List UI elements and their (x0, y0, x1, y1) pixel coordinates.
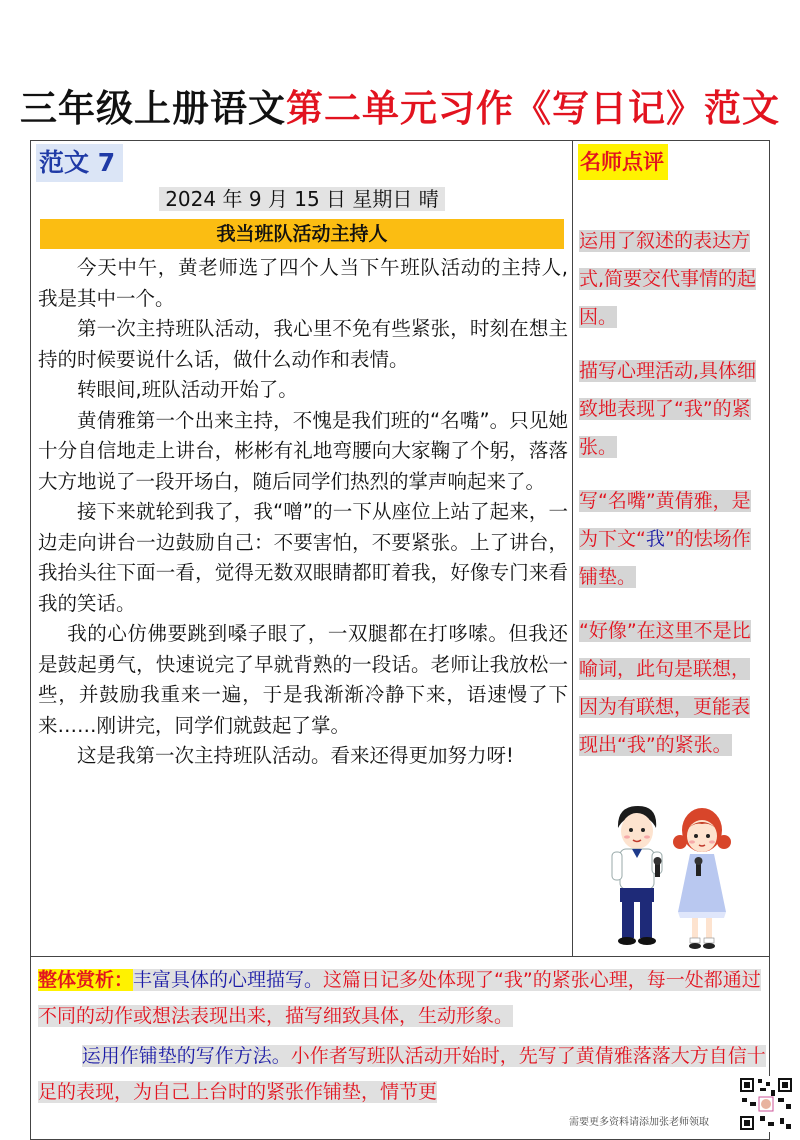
essay-heading: 我当班队活动主持人 (40, 219, 564, 249)
review-comment: 写“名嘴”黄倩雅，是为下文“我”的怯场作铺垫。 (579, 490, 751, 588)
review-title: 名师点评 (578, 144, 668, 180)
analysis-label: 整体赏析： (38, 969, 134, 991)
column-divider (572, 140, 573, 956)
essay-paragraph: 这是我第一次主持班队活动。看来还得更加努力呀! (77, 744, 514, 767)
analysis-paragraph: 运用作铺垫的写作方法。小作者写班队活动开始时，先写了黄倩雅落落大方自信十足的表现，为自己上台时的紧张作铺垫，情节更 (38, 1045, 766, 1103)
essay-paragraph: 转眼间,班队活动开始了。 (77, 378, 298, 401)
girl-figure (673, 808, 731, 949)
qr-code (738, 1076, 794, 1132)
essay-paragraph: 第一次主持班队活动，我心里不免有些紧张，时刻在想主持的时候要说什么话，做什么动作和表情。 (38, 317, 568, 371)
essay-paragraph: 黄倩雅第一个出来主持，不愧是我们班的“名嘴”。只见她十分自信地走上讲台，彬彬有礼地弯腰向大家鞠了个躬，落落大方地说了一段开场白，随后同学们热烈的掌声响起来了。 (38, 408, 568, 493)
sample-label: 范文 7 (36, 144, 123, 182)
review-comment: 描写心理活动,具体细致地表现了“我”的紧张。 (579, 360, 757, 458)
boy-figure (612, 806, 662, 945)
diary-date: 2024 年 9 月 15 日 星期日 晴 (40, 184, 564, 214)
essay-paragraph: 接下来就轮到我了，我“噌”的一下从座位上站了起来，一边走向讲台一边鼓励自己：不要害怕，不要紧张。上了讲台，我抬头往下面一看，觉得无数双眼睛都盯着我，好像专门来看我的笑话。 (38, 500, 568, 615)
essay-body (38, 253, 568, 772)
host-kids-illustration (600, 800, 740, 955)
review-comment: “好像”在这里不是比喻词，此句是联想，因为有联想，更能表现出“我”的紧张。 (579, 620, 751, 756)
footer-note: 需要更多资料请添加张老师领取 (566, 1115, 712, 1131)
review-comments (579, 222, 765, 780)
essay-paragraph: 我的心仿佛要跳到嗓子眼了，一双腿都在打哆嗦。但我还是鼓起勇气，快速说完了早就背熟的一段话。老师让我放松一些，并鼓励我重来一遍，于是我渐渐冷静下来，语速慢了下来……刚讲完，同学们就鼓起了掌。 (38, 622, 568, 737)
analysis-paragraph: 整体赏析：丰富具体的心理描写。这篇日记多处体现了“我”的紧张心理，每一处都通过不同的动作或想法表现出来，描写细致具体，生动形象。 (38, 969, 761, 1027)
essay-paragraph: 今天中午，黄老师选了四个人当下午班队活动的主持人,我是其中一个。 (38, 256, 568, 310)
overall-analysis (38, 962, 766, 1114)
row-divider (30, 956, 770, 957)
page-title: 三年级上册语文第二单元习作《写日记》范文 (20, 87, 780, 130)
review-comment: 运用了叙述的表达方式,简要交代事情的起因。 (579, 230, 757, 328)
